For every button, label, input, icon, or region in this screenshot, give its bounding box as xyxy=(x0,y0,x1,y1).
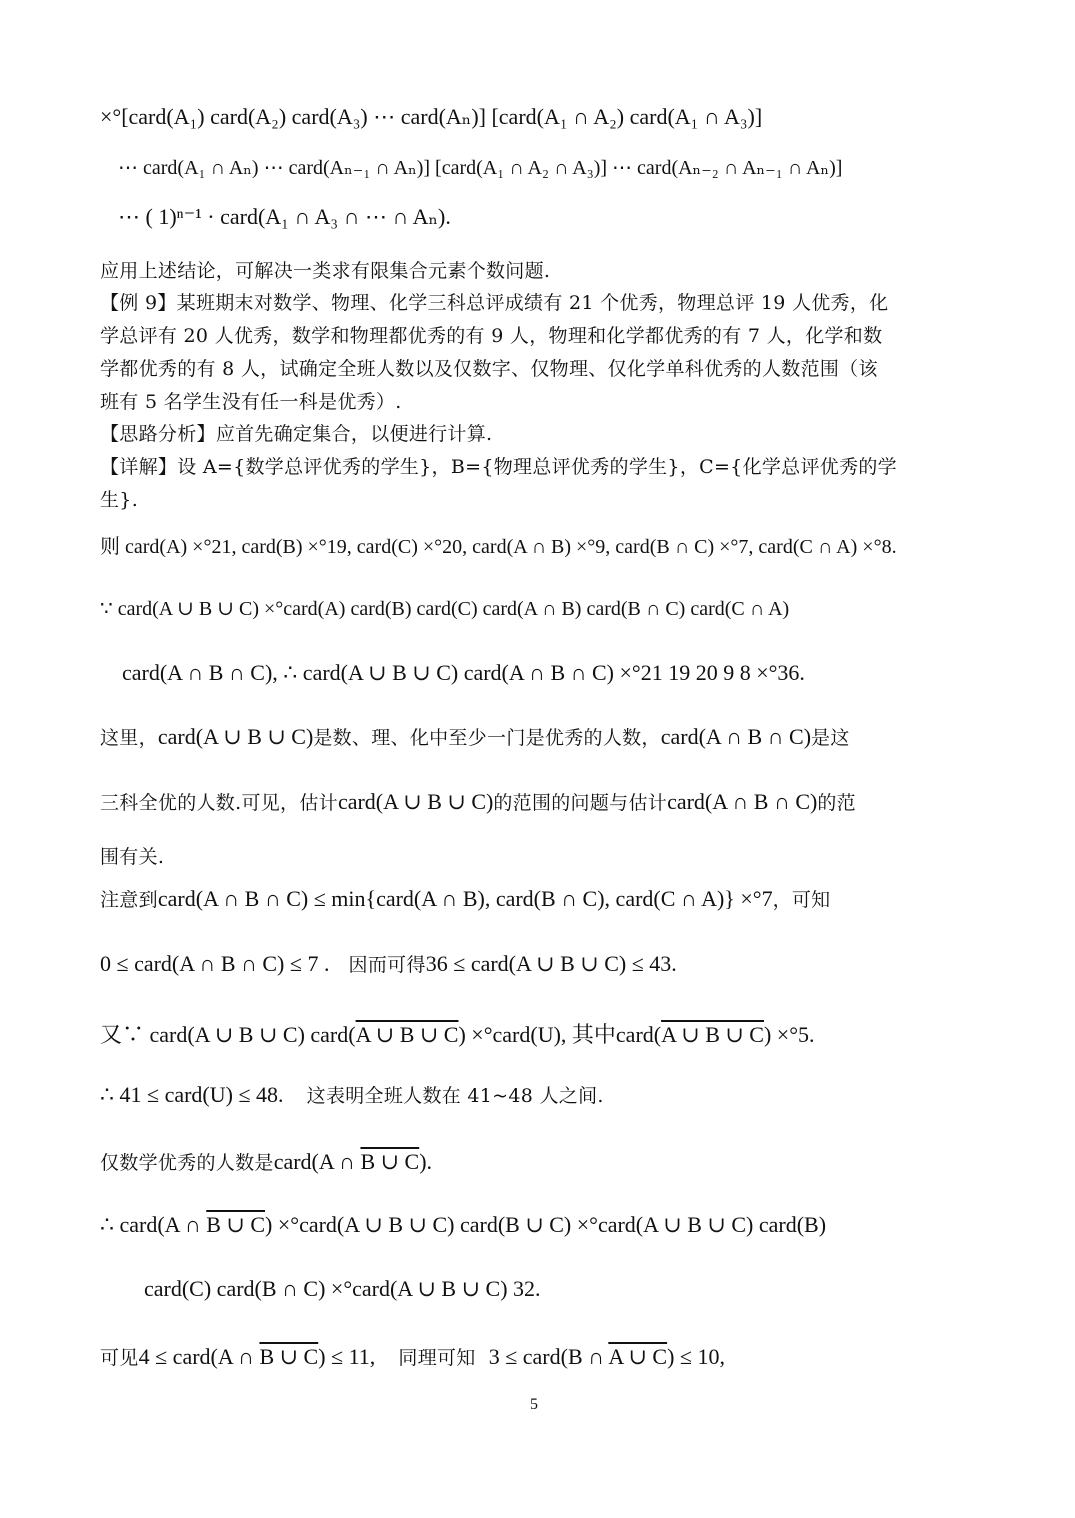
l8-b: 因而可得 xyxy=(348,954,426,976)
l14-b: 4 ≤ card(A ∩ xyxy=(138,1344,260,1369)
example-label: 【例 9】 xyxy=(100,292,177,314)
l5-c: 的范围的问题与估计 xyxy=(493,792,668,814)
example-text-1: 某班期末对数学、物理、化学三科总评成绩有 21 个优秀，物理总评 19 人优秀，化 xyxy=(176,292,889,314)
l4-c: 是数、理、化中至少一门是优秀的人数， xyxy=(313,727,661,749)
l12-a: ∴ card(A ∩ xyxy=(100,1212,207,1237)
l11-a: 仅数学优秀的人数是 xyxy=(100,1152,274,1174)
text-line-9 xyxy=(100,1018,815,1049)
text-line-11 xyxy=(100,1148,432,1175)
text-line-12 xyxy=(100,1212,826,1238)
l8-a: 0 ≤ card(A ∩ B ∩ C) ≤ 7 . xyxy=(100,951,330,976)
l9-d: A ∪ B ∪ C xyxy=(661,1022,764,1047)
l4-a: 这里， xyxy=(100,727,158,749)
text-line-10 xyxy=(100,1081,604,1108)
math-line-2: ∵ card(A ∪ B ∪ C) ×°card(A) card(B) card(C) card(A ∩ B) card(B ∩ C) card(C ∩ A) xyxy=(100,598,790,620)
l4-b: card(A ∪ B ∪ C) xyxy=(157,724,314,749)
l9-a: 又∵ card(A ∪ B ∪ C) card( xyxy=(100,1022,356,1047)
solution-line-2: 生}. xyxy=(100,489,139,511)
l8-c: 36 ≤ card(A ∪ B ∪ C) ≤ 43. xyxy=(425,951,677,976)
l14-c: B ∪ C xyxy=(259,1344,319,1369)
l14-h: ) ≤ 10, xyxy=(667,1344,725,1369)
l5-a: 三科全优的人数.可见，估计 xyxy=(100,792,338,814)
l9-c: ) ×°card(U), 其中card( xyxy=(458,1022,662,1047)
l4-d: card(A ∩ B ∩ C) xyxy=(660,724,812,749)
example-line-3: 学都优秀的有 8 人，试确定全班人数以及仅数字、仅物理、仅化学单科优秀的人数范围（该 xyxy=(100,358,878,380)
solution-text-1: 设 A={数学总评优秀的学生}，B={物理总评优秀的学生}，C={化学总评优秀的学 xyxy=(177,456,897,478)
l5-b: card(A ∪ B ∪ C) xyxy=(337,789,494,814)
formula-line-2: ⋯ card(A₁ ∩ Aₙ) ⋯ card(Aₙ₋₁ ∩ Aₙ)] [card(A₁ ∩ A₂ ∩ A₃)] ⋯ card(Aₙ₋₂ ∩ Aₙ₋₁ ∩ Aₙ)] xyxy=(118,157,843,179)
l12-b: B ∪ C xyxy=(206,1212,266,1237)
l9-e: ) ×°5. xyxy=(763,1022,815,1047)
l14-g: A ∪ C xyxy=(608,1344,668,1369)
l7-b: card(A ∩ B ∩ C) ≤ min{card(A ∩ B), card(B ∩ C), card(C ∩ A)} ×°7 xyxy=(157,886,773,911)
l11-b: card(A ∩ xyxy=(273,1149,361,1174)
text-line-13: card(C) card(B ∩ C) ×°card(A ∪ B ∪ C) 32. xyxy=(144,1276,541,1301)
math-line-1: 则 card(A) ×°21, card(B) ×°19, card(C) ×°20, card(A ∩ B) ×°9, card(B ∩ C) ×°7, card(C ∩ A) ×°8. xyxy=(100,536,897,558)
l11-d: ). xyxy=(419,1149,433,1174)
math-line-3: card(A ∩ B ∩ C), ∴ card(A ∪ B ∪ C) card(A ∩ B ∩ C) ×°21 19 20 9 8 ×°36. xyxy=(122,660,805,685)
l9-b: A ∪ B ∪ C xyxy=(355,1022,459,1047)
l10-b: 这表明全班人数在 41~48 人之间. xyxy=(306,1085,604,1107)
l14-a: 可见 xyxy=(100,1347,139,1369)
l4-e: 是这 xyxy=(811,727,850,749)
solution-label: 【详解】 xyxy=(100,456,178,478)
intro-text: 应用上述结论，可解决一类求有限集合元素个数问题. xyxy=(100,260,551,282)
text-line-4 xyxy=(100,723,850,750)
analysis-label: 【思路分析】 xyxy=(100,423,216,445)
l14-d: ) ≤ 11, xyxy=(318,1344,376,1369)
l12-c: ) ×°card(A ∪ B ∪ C) card(B ∪ C) ×°card(A ∪ B ∪ C) card(B) xyxy=(265,1212,827,1237)
text-line-8 xyxy=(100,950,677,977)
l14-e: 同理可知 xyxy=(398,1347,476,1369)
l5-d: card(A ∩ B ∩ C) xyxy=(667,789,818,814)
l10-a: ∴ 41 ≤ card(U) ≤ 48. xyxy=(100,1082,284,1107)
l7-c: ，可知 xyxy=(772,889,831,911)
formula-line-1: ×°[card(A₁) card(A₂) card(A₃) ⋯ card(Aₙ)] [card(A₁ ∩ A₂) card(A₁ ∩ A₃)] xyxy=(100,104,763,129)
text-line-6: 围有关. xyxy=(100,846,165,868)
l7-a: 注意到 xyxy=(100,889,158,911)
text-line-5 xyxy=(100,788,856,815)
example-line-4: 班有 5 名学生没有任一科是优秀）. xyxy=(100,391,402,413)
formula-line-3: ⋯ ( 1)ⁿ⁻¹ · card(A₁ ∩ A₃ ∩ ⋯ ∩ Aₙ). xyxy=(118,204,451,229)
analysis-text: 应首先确定集合，以便进行计算. xyxy=(215,423,493,445)
l14-f: 3 ≤ card(B ∩ xyxy=(488,1344,609,1369)
l5-e: 的范 xyxy=(817,792,856,814)
page-number: 5 xyxy=(530,1396,538,1413)
example-line-1 xyxy=(100,288,888,315)
l11-c: B ∪ C xyxy=(360,1149,420,1174)
text-line-14 xyxy=(100,1343,725,1370)
solution-line-1 xyxy=(100,452,897,479)
analysis-line xyxy=(100,419,492,446)
example-line-2: 学总评有 20 人优秀，数学和物理都优秀的有 9 人，物理和化学都优秀的有 7 人，化学和数 xyxy=(100,325,883,347)
text-line-7 xyxy=(100,885,830,912)
